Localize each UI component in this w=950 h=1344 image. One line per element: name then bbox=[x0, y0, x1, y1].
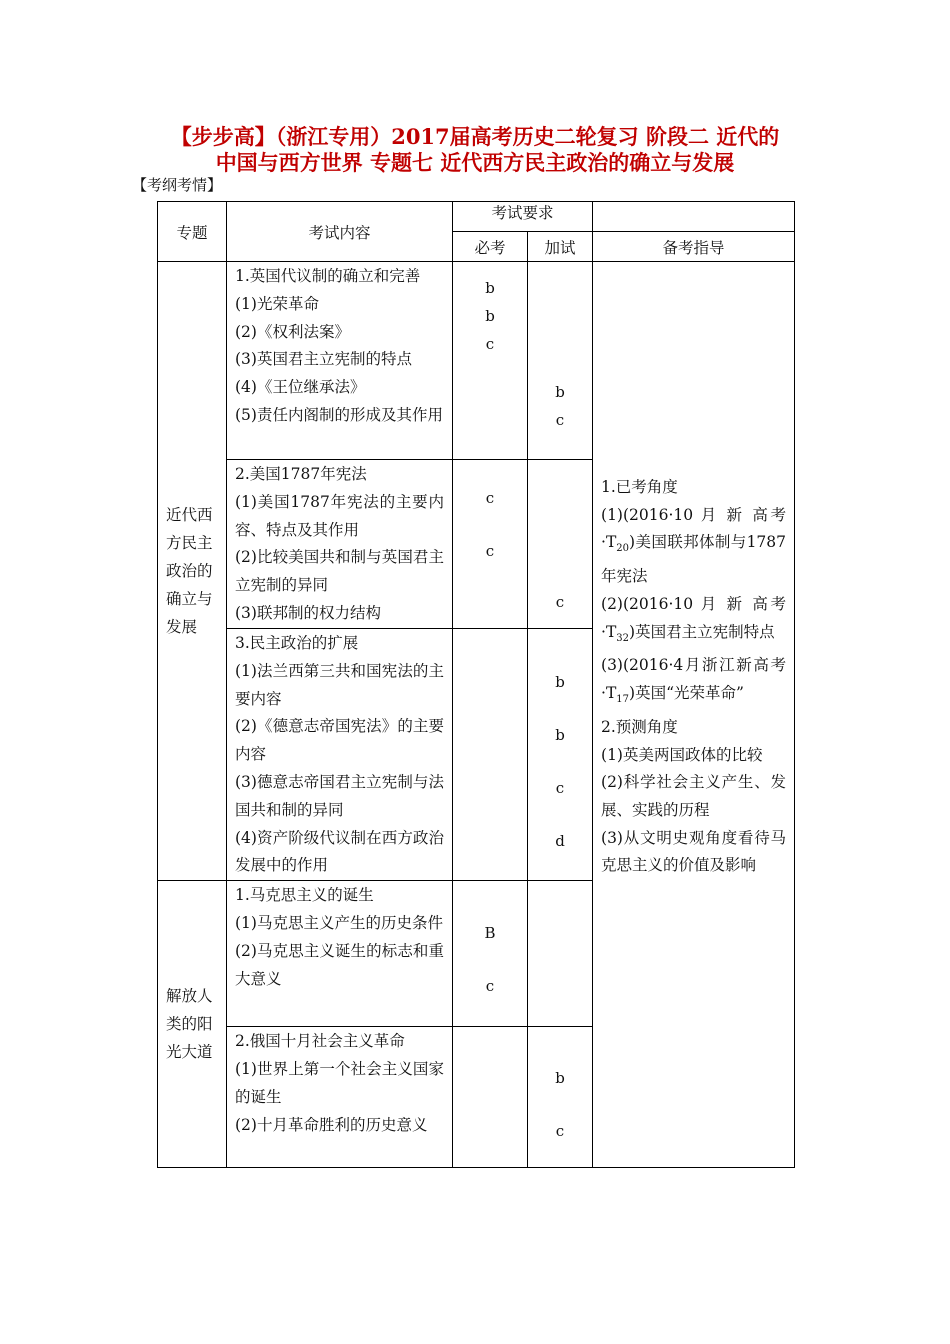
content-line: (5)责任内阁制的形成及其作用 bbox=[235, 405, 443, 424]
grade: b bbox=[485, 307, 495, 325]
header-requirement: 考试要求 bbox=[453, 202, 593, 232]
grade: b bbox=[485, 279, 495, 297]
header-topic: 专题 bbox=[158, 202, 227, 262]
content-line: 2.美国1787年宪法 bbox=[235, 465, 367, 483]
content-line: 1.马克思主义的诞生 bbox=[235, 886, 374, 905]
document-title-line1: 【步步高】（浙江专用）2017届高考历史二轮复习 阶段二 近代的 bbox=[170, 124, 780, 149]
content-line: (4)资产阶级代议制在西方政治发展中的作用 bbox=[235, 828, 444, 875]
required-cell bbox=[453, 1027, 528, 1168]
content-line: (2)比较美国共和制与英国君主立宪制的异同 bbox=[235, 548, 444, 595]
content-line: (2)十月革命胜利的历史意义 bbox=[235, 1115, 428, 1134]
content-line: 2.俄国十月社会主义革命 bbox=[235, 1032, 405, 1051]
content-line: 1.英国代议制的确立和完善 bbox=[235, 267, 421, 285]
required-cell bbox=[453, 460, 528, 629]
content-cell bbox=[227, 881, 453, 1027]
grade: c bbox=[485, 542, 495, 560]
header-content: 考试内容 bbox=[227, 202, 453, 262]
extra-cell bbox=[528, 629, 593, 881]
guide-item: (3)从文明史观角度看待马克思主义的价值及影响 bbox=[601, 828, 787, 875]
content-line: (3)英国君主立宪制的特点 bbox=[235, 350, 412, 369]
content-line: (4)《王位继承法》 bbox=[235, 378, 366, 397]
guide-item: (2)(2016·10 月 新 高考$\cdot T_{32}$)英国君主立宪制特点 bbox=[601, 594, 787, 644]
content-line: (2)《权利法案》 bbox=[235, 322, 350, 341]
content-line: (1)法兰西第三共和国宪法的主要内容 bbox=[235, 661, 444, 708]
content-cell bbox=[227, 1027, 453, 1168]
extra-cell bbox=[528, 1027, 593, 1168]
extra-cell bbox=[528, 262, 593, 460]
content-line: (3)德意志帝国君主立宪制与法国共和制的异同 bbox=[235, 772, 444, 819]
grade: c bbox=[485, 489, 495, 507]
content-line: (1)马克思主义产生的历史条件 bbox=[235, 913, 443, 932]
header-extra: 加试 bbox=[528, 232, 593, 262]
content-cell bbox=[227, 629, 453, 881]
topic-cell: 近代西方民主政治的确立与发展 bbox=[158, 262, 227, 881]
header-guide: 备考指导 bbox=[593, 232, 795, 262]
content-line: (1)美国1787年宪法的主要内容、特点及其作用 bbox=[235, 492, 444, 539]
guide-cell bbox=[593, 262, 795, 1168]
grade: b bbox=[555, 1069, 565, 1088]
guide-heading: 2.预测角度 bbox=[601, 717, 678, 736]
content-cell bbox=[227, 460, 453, 629]
guide-item: (1)英美两国政体的比较 bbox=[601, 745, 763, 764]
required-cell bbox=[453, 629, 528, 881]
content-line: (1)光荣革命 bbox=[235, 294, 319, 313]
required-cell bbox=[453, 881, 528, 1027]
grade: b bbox=[555, 726, 565, 744]
grade: c bbox=[555, 1122, 565, 1141]
extra-cell bbox=[528, 881, 593, 1027]
grade: c bbox=[485, 977, 495, 996]
guide-item: (3)(2016·4月浙江新高考$\cdot T_{17}$)英国“光荣革命” bbox=[601, 656, 787, 706]
content-line: 3.民主政治的扩展 bbox=[235, 634, 359, 652]
content-line: (1)世界上第一个社会主义国家的诞生 bbox=[235, 1059, 444, 1106]
content-cell bbox=[227, 262, 453, 460]
grade: c bbox=[485, 335, 495, 353]
header-guide-blank bbox=[593, 202, 795, 232]
grade: b bbox=[555, 383, 565, 401]
syllabus-table bbox=[157, 201, 795, 1168]
extra-cell bbox=[528, 460, 593, 629]
required-cell bbox=[453, 262, 528, 460]
guide-item: (1)(2016·10 月 新 高考$\cdot T_{20}$)美国联邦体制与1787年宪法 bbox=[601, 505, 787, 586]
topic-cell: 解放人类的阳光大道 bbox=[158, 881, 227, 1168]
grade: B bbox=[484, 924, 496, 943]
guide-item: (2)科学社会主义产生、发展、实践的历程 bbox=[601, 773, 787, 820]
grade: c bbox=[555, 411, 565, 429]
guide-heading: 1.已考角度 bbox=[601, 478, 678, 496]
content-line: (3)联邦制的权力结构 bbox=[235, 603, 381, 622]
section-label: 【考纲考情】 bbox=[132, 176, 223, 194]
content-line: (2)《德意志帝国宪法》的主要内容 bbox=[235, 717, 444, 764]
grade: c bbox=[555, 779, 565, 797]
document-title-line2: 中国与西方世界 专题七 近代西方民主政治的确立与发展 bbox=[215, 150, 735, 175]
grade: d bbox=[555, 832, 565, 850]
grade: c bbox=[555, 593, 565, 611]
header-required: 必考 bbox=[453, 232, 528, 262]
content-line: (2)马克思主义诞生的标志和重大意义 bbox=[235, 941, 444, 988]
grade: b bbox=[555, 673, 565, 691]
